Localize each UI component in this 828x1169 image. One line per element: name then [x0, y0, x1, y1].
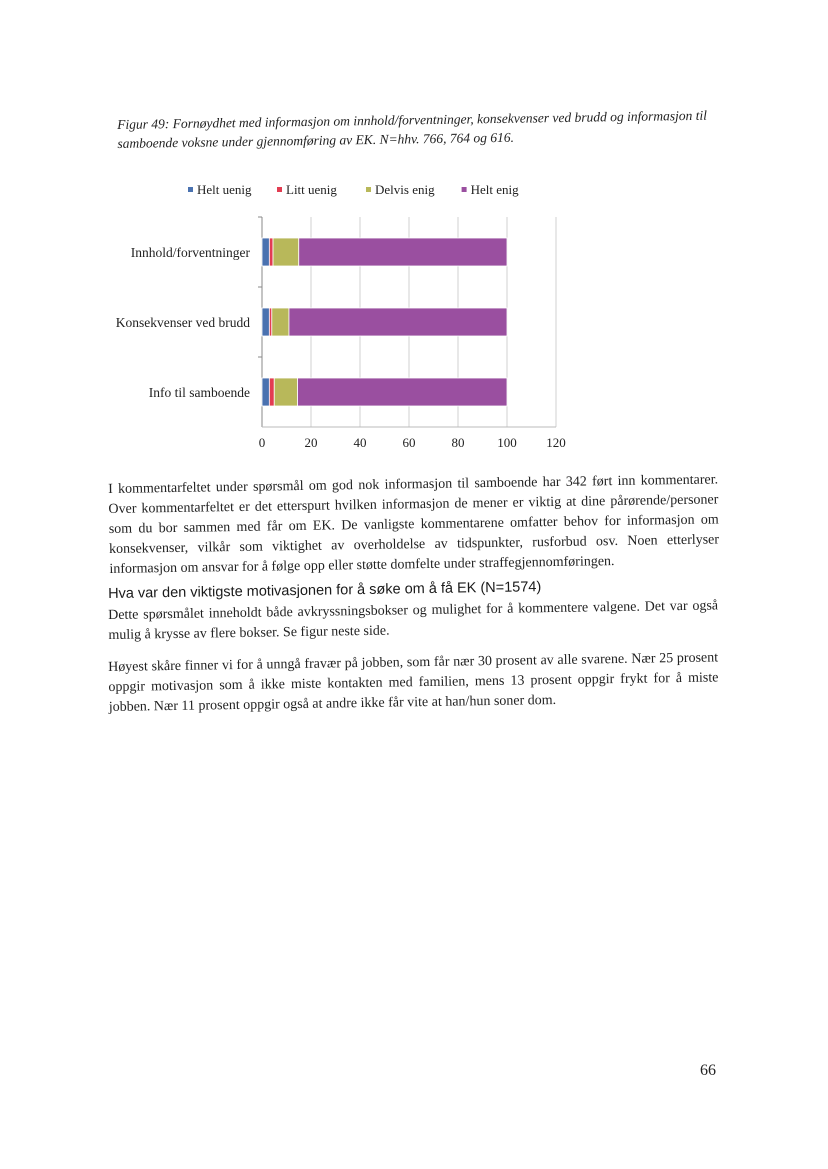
bar-0-1 [269, 238, 273, 266]
legend-label-2: Delvis enig [375, 182, 435, 197]
paragraph-question: Dette spørsmålet inneholdt både avkryssningsbokser og mulighet for å kommentere valgene. Det var også mulig å krysse av flere bokser. Se figur neste side. [108, 598, 719, 643]
legend-swatch-2 [366, 187, 371, 192]
paragraph-results: Høyest skåre finner vi for å unngå fravær på jobben, som får nær 30 prosent av alle svarene. Nær 25 prosent oppgir motivasjon som å ikke miste kontakten med familien, mens 13 prosent oppgir frykt for å miste jobben. Nær 11 prosent oppgir også at andre ikke får vite at han/hun soner dom. [108, 650, 719, 715]
legend-label-0: Helt uenig [197, 182, 252, 197]
stacked-bar-chart [100, 175, 600, 465]
bar-2-0 [262, 378, 269, 406]
legend-label-3: Helt enig [470, 182, 519, 197]
page-number: 66 [700, 1062, 716, 1079]
bar-2-1 [269, 378, 274, 406]
x-tick-label-2: 40 [353, 435, 367, 450]
x-tick-label-4: 80 [451, 435, 465, 450]
bar-0-3 [299, 238, 507, 266]
chart-svg [100, 175, 600, 465]
category-label-0: Innhold/forventninger [130, 245, 250, 260]
figure-caption: Figur 49: Fornøydhet med informasjon om innhold/forventninger, konsekvenser ved brudd og informasjon til samboende voksne under gjennomføring av EK. N=hhv. 766, 764 og 616. [117, 107, 708, 151]
x-tick-label-3: 60 [402, 435, 416, 450]
category-label-1: Konsekvenser ved brudd [115, 315, 250, 330]
legend-swatch-0 [188, 187, 193, 192]
category-label-2: Info til samboende [148, 385, 250, 400]
x-tick-label-5: 100 [497, 435, 517, 450]
x-tick-label-1: 20 [304, 435, 318, 450]
bar-0-2 [273, 238, 299, 266]
bar-1-0 [262, 308, 269, 336]
bar-1-3 [289, 308, 507, 336]
bar-0-0 [262, 238, 269, 266]
bar-2-3 [298, 378, 507, 406]
bar-2-2 [274, 378, 297, 406]
bar-1-2 [272, 308, 289, 336]
legend-swatch-1 [277, 187, 282, 192]
x-tick-label-0: 0 [258, 435, 266, 450]
paragraph-comments: I kommentarfeltet under spørsmål om god nok informasjon til samboende har 342 ført inn kommentarer. Over kommentarfeltet er det etterspurt hvilken informasjon de mener er viktig at dine pårørende/personer som du bor sammen med får om EK. De vanligste kommentarene omfatter behov for informasjon om konsekvenser, vilkår som viktighet av overholdelse av tidspunkter, rusforbud osv. Noen etterlyser informasjon om ansvar for å følge opp eller støtte domfelte under straffegjennomføringen. [108, 472, 720, 577]
x-tick-label-6: 120 [546, 435, 566, 450]
legend-label-1: Litt uenig [286, 182, 337, 197]
legend-swatch-3 [462, 187, 467, 192]
section-heading: Hva var den viktigste motivasjonen for å søke om å få EK (N=1574) [108, 579, 542, 602]
